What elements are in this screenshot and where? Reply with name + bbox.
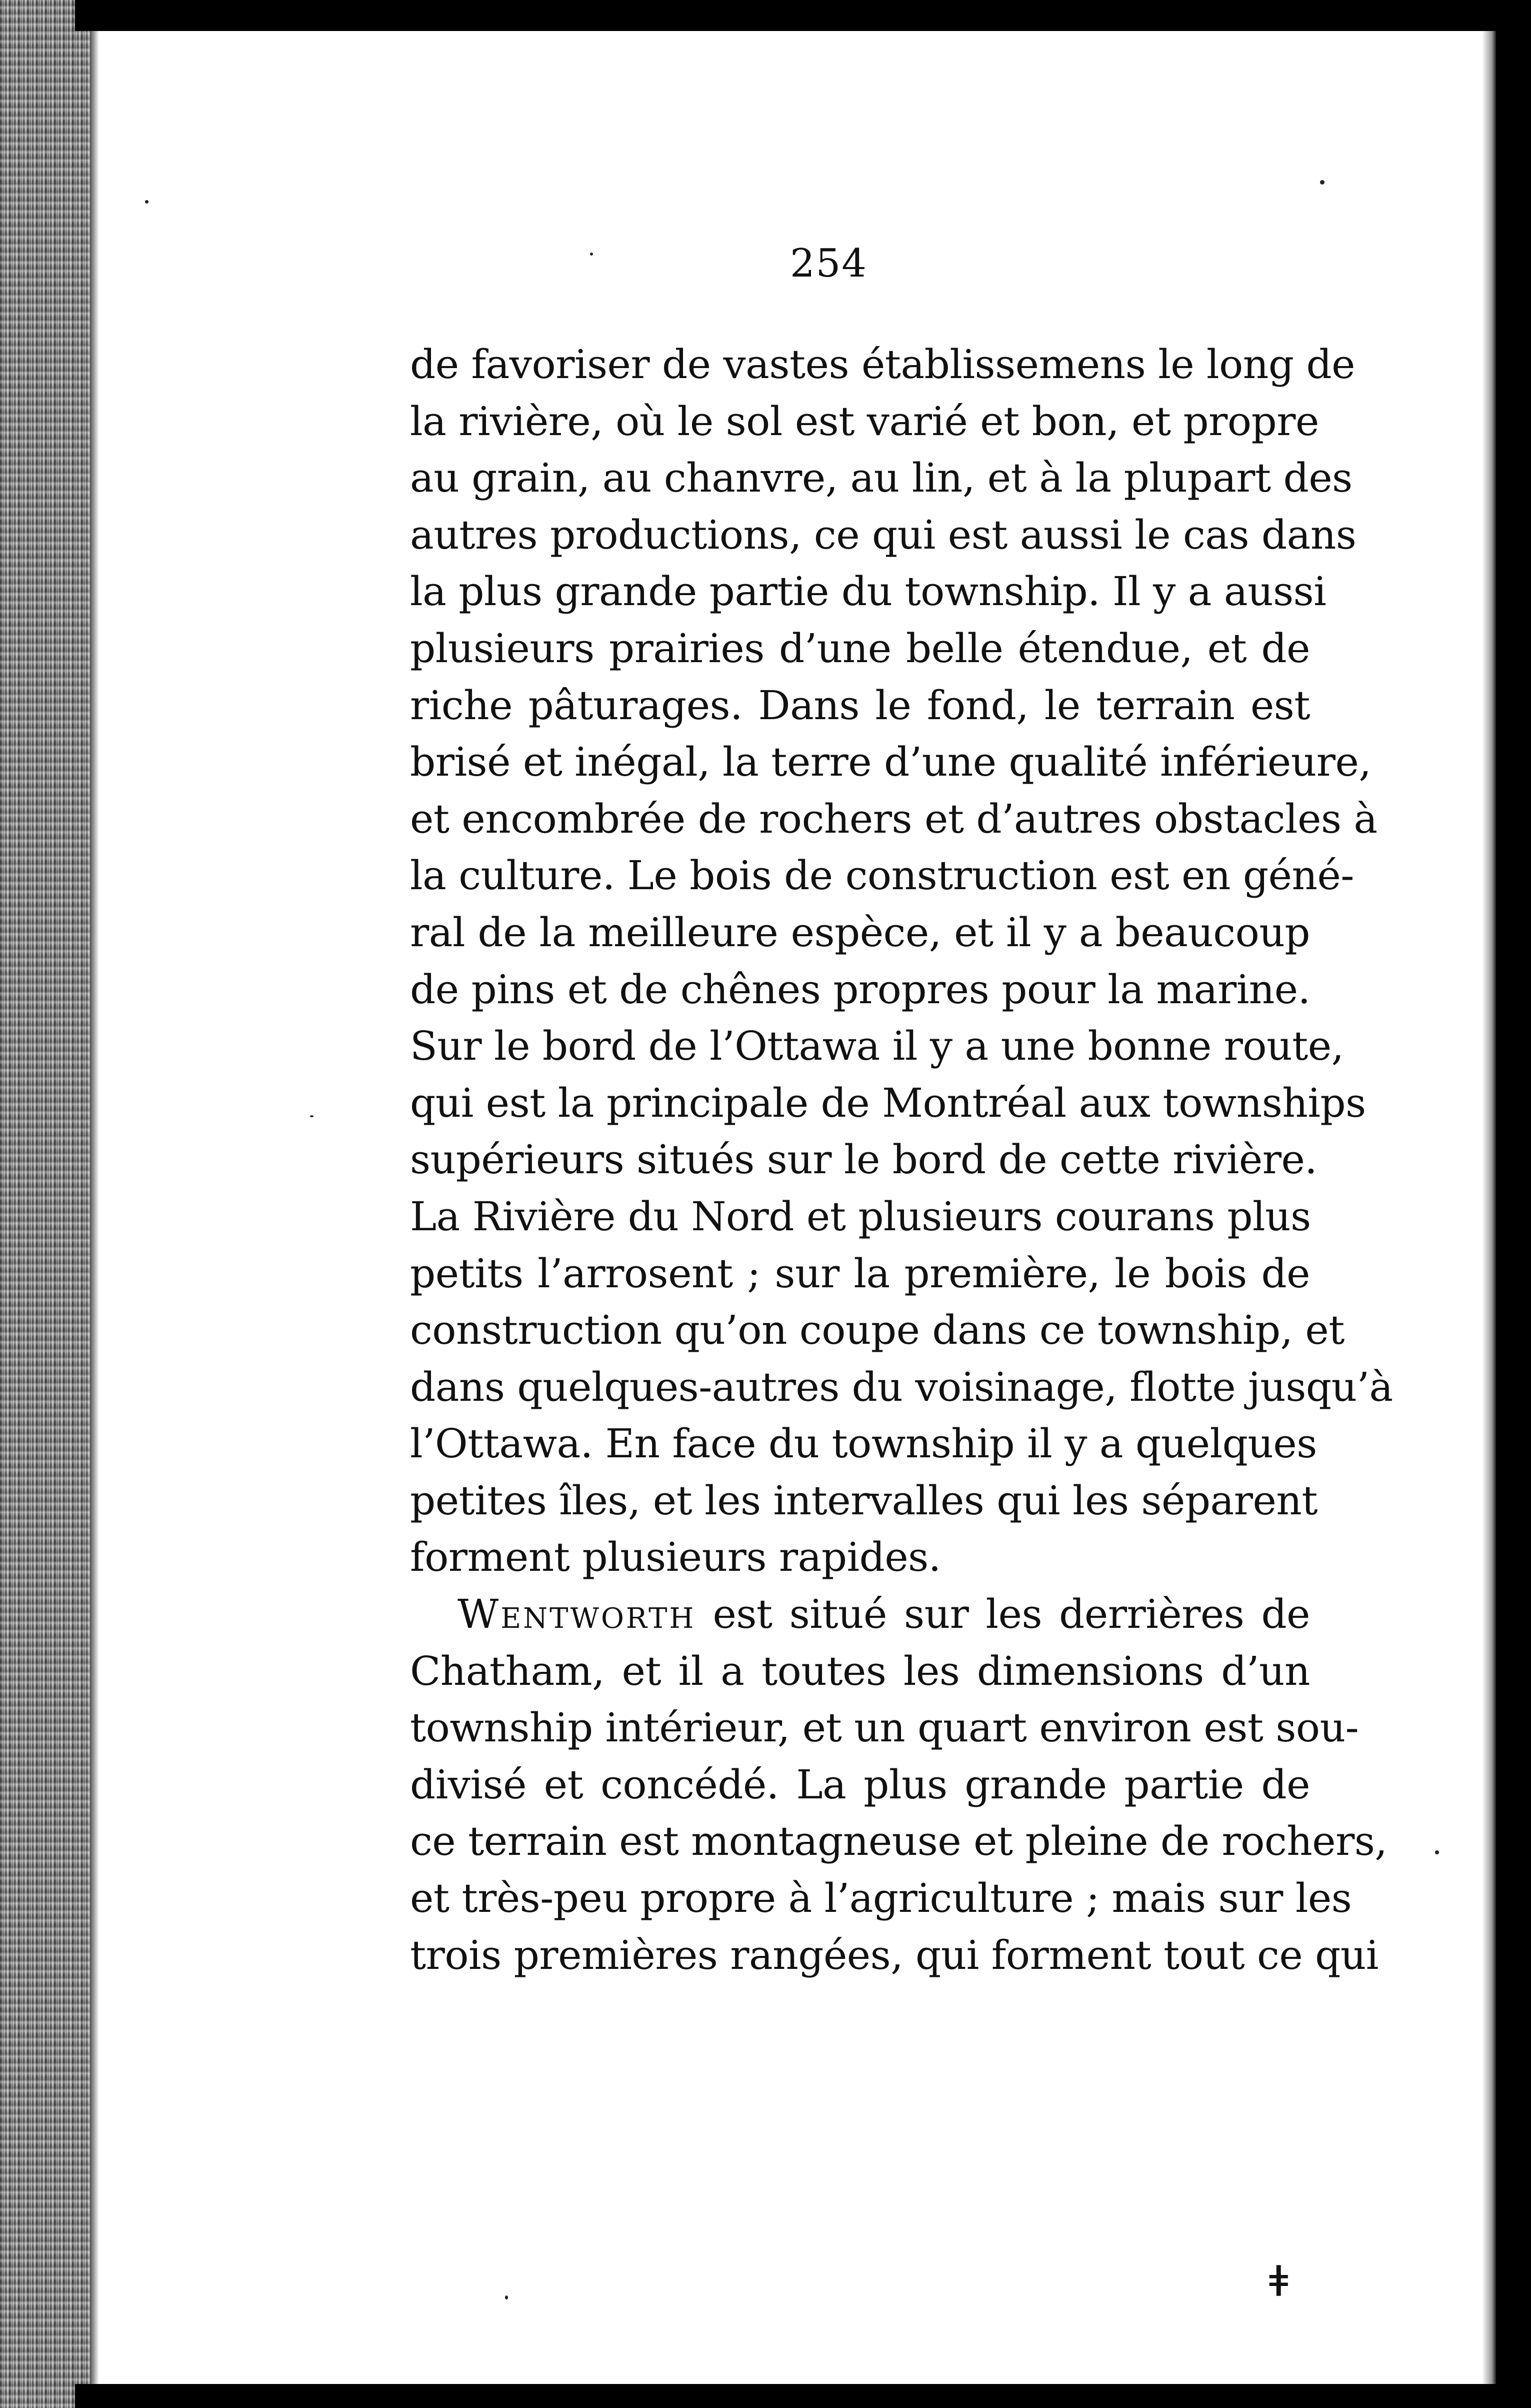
text-line: township intérieur, et un quart environ est sou- — [410, 1704, 1359, 1751]
paragraph-1 — [410, 336, 1393, 1586]
text-line: l’Ottawa. En face du township il y a quelques — [410, 1420, 1317, 1467]
text-line: brisé et inégal, la terre d’une qualité inférieure, — [410, 739, 1372, 786]
text-line: forment plusieurs rapides. — [410, 1534, 941, 1581]
text-line: la culture. Le bois de construction est en géné- — [410, 852, 1354, 899]
text-line: plusieurs prairies d’une belle étendue, et de — [410, 625, 1310, 672]
text-line: Sur le bord de l’Ottawa il y a une bonne route, — [410, 1023, 1344, 1070]
text-line: la plus grande partie du township. Il y a aussi — [410, 568, 1326, 615]
scan-speck — [1320, 180, 1324, 185]
text-line: divisé et concédé. La plus grande partie de — [410, 1761, 1310, 1808]
text-line: petites îles, et les intervalles qui les séparent — [410, 1477, 1318, 1524]
paragraph-2 — [410, 1586, 1388, 1983]
scan-speck — [590, 253, 593, 256]
text-line: autres productions, ce qui est aussi le cas dans — [410, 511, 1356, 558]
text-line: et encombrée de rochers et d’autres obstacles à — [410, 795, 1378, 842]
text-line: Chatham, et il a toutes les dimensions d’un — [410, 1647, 1310, 1694]
text-line: de pins et de chênes propres pour la marine. — [410, 966, 1310, 1013]
text-line: petits l’arrosent ; sur la première, le bois de — [410, 1250, 1310, 1297]
footer-mark: ǂ — [1269, 2256, 1288, 2306]
scan-speck — [1435, 1850, 1439, 1854]
scan-speck — [505, 2295, 508, 2299]
text-run: est situé sur les derrières de — [696, 1591, 1310, 1638]
text-line: dans quelques-autres du voisinage, flotte jusqu’à — [410, 1363, 1393, 1410]
text-line: La Rivière du Nord et plusieurs courans plus — [410, 1193, 1311, 1240]
scan-top-border — [75, 0, 1531, 31]
township-name: Wentworth — [458, 1591, 696, 1638]
scan-speck — [310, 1115, 314, 1117]
text-line: trois premières rangées, qui forment tout ce qui — [410, 1931, 1378, 1978]
text-line: construction qu’on coupe dans ce township, et — [410, 1307, 1344, 1354]
scan-bottom-border — [75, 2384, 1531, 2408]
page-right-shadow — [1482, 31, 1496, 2384]
text-line: ce terrain est montagneuse et pleine de rochers, — [410, 1818, 1388, 1865]
page-number: 254 — [790, 241, 868, 286]
text-line: riche pâturages. Dans le fond, le terrain est — [410, 682, 1310, 729]
text-line: qui est la principale de Montréal aux townships — [410, 1079, 1366, 1126]
text-line: supérieurs situés sur le bord de cette rivière. — [410, 1136, 1318, 1183]
scan-right-border — [1496, 0, 1531, 2408]
scanned-binding-edge — [0, 0, 90, 2408]
text-line: et très-peu propre à l’agriculture ; mais sur les — [410, 1875, 1352, 1922]
text-line — [410, 1586, 1310, 1643]
body-text — [410, 336, 1393, 1983]
text-line: au grain, au chanvre, au lin, et à la plupart des — [410, 455, 1352, 502]
scan-speck — [145, 200, 148, 204]
text-line: de favoriser de vastes établissemens le long de — [410, 341, 1356, 388]
text-line: ral de la meilleure espèce, et il y a beaucoup — [410, 909, 1310, 956]
gutter-shadow — [90, 0, 99, 2408]
text-line: la rivière, où le sol est varié et bon, et propre — [410, 398, 1319, 445]
